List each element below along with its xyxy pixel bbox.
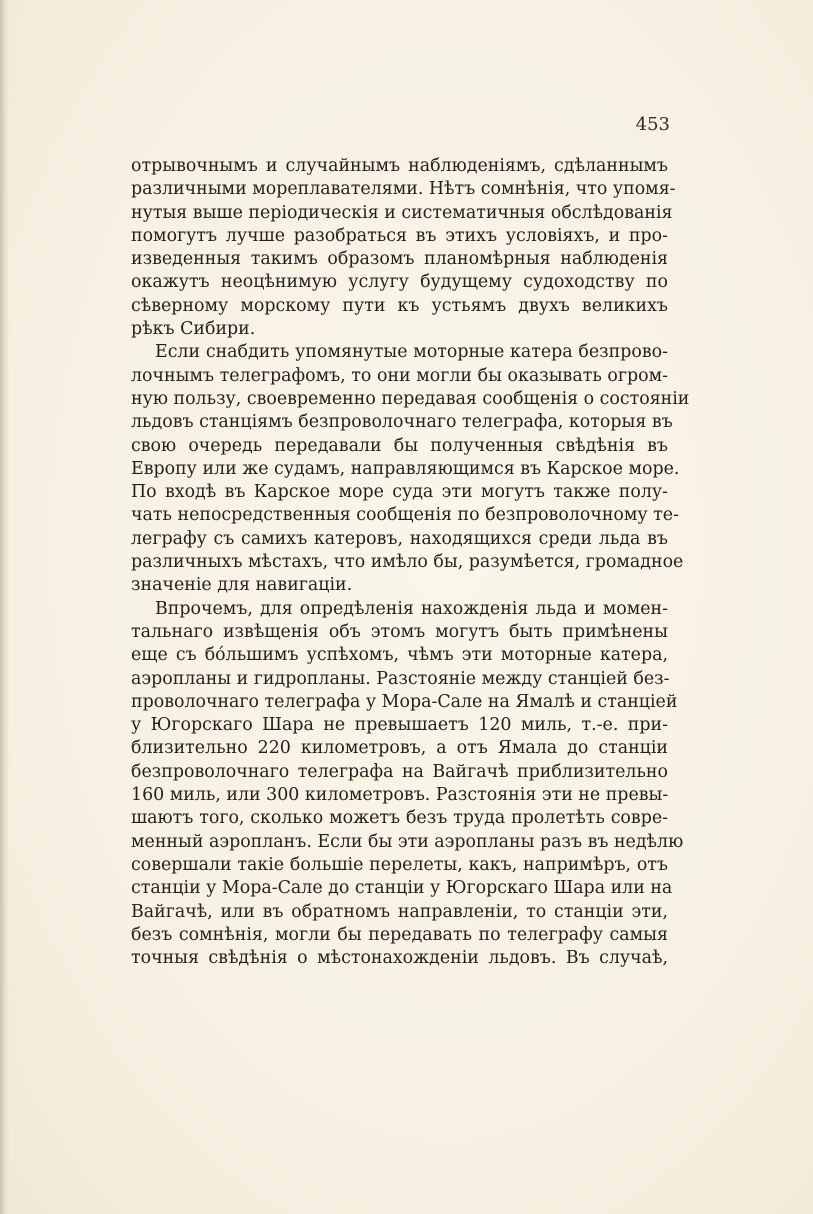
paragraph-1 <box>131 155 676 341</box>
text-line: различными мореплавателями. Нѣтъ сомнѣнія, что упомя- <box>131 179 676 200</box>
text-line: сѣверному морскому пути къ устьямъ двухъ великихъ <box>131 295 668 316</box>
text-line: совершали такіе большіе перелеты, какъ, напримѣръ, отъ <box>131 854 668 875</box>
text-line: тальнаго извѣщенія объ этомъ могутъ быть примѣнены <box>131 621 668 642</box>
text-line: чать непосредственныя сообщенія по безпроволочному те- <box>131 505 679 526</box>
text-line: Европу или же судамъ, направляющимся въ Карское море. <box>131 458 680 479</box>
text-line: безпроволочнаго телеграфа на Вайгачѣ приблизительно <box>131 761 668 782</box>
text-line: льдовъ станціямъ безпроволочнаго телеграфа, которыя въ <box>131 412 673 433</box>
paragraph-3 <box>131 598 684 971</box>
text-line: свою очередь передавали бы полученныя свѣдѣнія въ <box>131 435 668 456</box>
text-line: нутыя выше періодическія и систематичныя обслѣдованія <box>131 202 673 223</box>
text-line: отрывочнымъ и случайнымъ наблюденіямъ, сдѣланнымъ <box>131 156 668 176</box>
text-line: лочнымъ телеграфомъ, то они могли бы оказывать огром- <box>131 365 668 386</box>
text-line: шаютъ того, сколько можетъ безъ труда пролетѣть совре- <box>131 808 668 829</box>
text-line: у Югорскаго Шара не превышаетъ 120 миль, т.-е. при- <box>131 715 668 736</box>
text-line: леграфу съ самихъ катеровъ, находящихся среди льда въ <box>131 528 668 549</box>
page-binding-edge <box>0 0 9 1214</box>
text-line: аэропланы и гидропланы. Разстояніе между станціей без- <box>131 668 670 689</box>
text-line: По входѣ въ Карское море суда эти могутъ также полу- <box>131 482 668 503</box>
text-line: станціи у Мора-Сале до станціи у Югорскаго Шара или на <box>131 878 673 899</box>
text-line: точныя свѣдѣнія о мѣстонахожденіи льдовъ. Въ случаѣ, <box>131 948 668 969</box>
body-text <box>131 155 690 970</box>
text-line: Впрочемъ, для опредѣленія нахожденія льда и момен- <box>155 598 668 619</box>
text-line: еще съ бóльшимъ успѣхомъ, чѣмъ эти моторные катера, <box>131 645 668 666</box>
text-line: рѣкъ Сибири. <box>131 319 256 340</box>
text-line: близительно 220 километровъ, а отъ Ямала до станціи <box>131 738 668 759</box>
text-line: Если снабдить упомянутые моторные катера безпрово- <box>155 342 668 363</box>
text-line: менный аэропланъ. Если бы эти аэропланы разъ въ недѣлю <box>131 831 684 852</box>
page-number: 453 <box>635 114 670 135</box>
text-line: 160 миль, или 300 километровъ. Разстоянія эти не превы- <box>131 785 669 806</box>
text-line: значеніе для навигаціи. <box>131 575 353 596</box>
text-line: различныхъ мѣстахъ, что имѣло бы, разумѣется, громадное <box>131 552 684 573</box>
paragraph-2 <box>131 341 690 597</box>
text-line: Вайгачѣ, или въ обратномъ направленіи, то станціи эти, <box>131 901 668 922</box>
text-line: окажутъ неоцѣнимую услугу будущему судоходству по <box>131 272 668 293</box>
text-line: помогутъ лучше разобраться въ этихъ условіяхъ, и про- <box>131 225 668 246</box>
text-line: ную пользу, своевременно передавая сообщенія о состояніи <box>131 388 690 409</box>
text-line: безъ сомнѣнія, могли бы передавать по телеграфу самыя <box>131 924 668 945</box>
text-line: изведенныя такимъ образомъ планомѣрныя наблюденія <box>131 249 668 270</box>
text-line: проволочнаго телеграфа у Мора-Сале на Ямалѣ и станціей <box>131 691 678 712</box>
